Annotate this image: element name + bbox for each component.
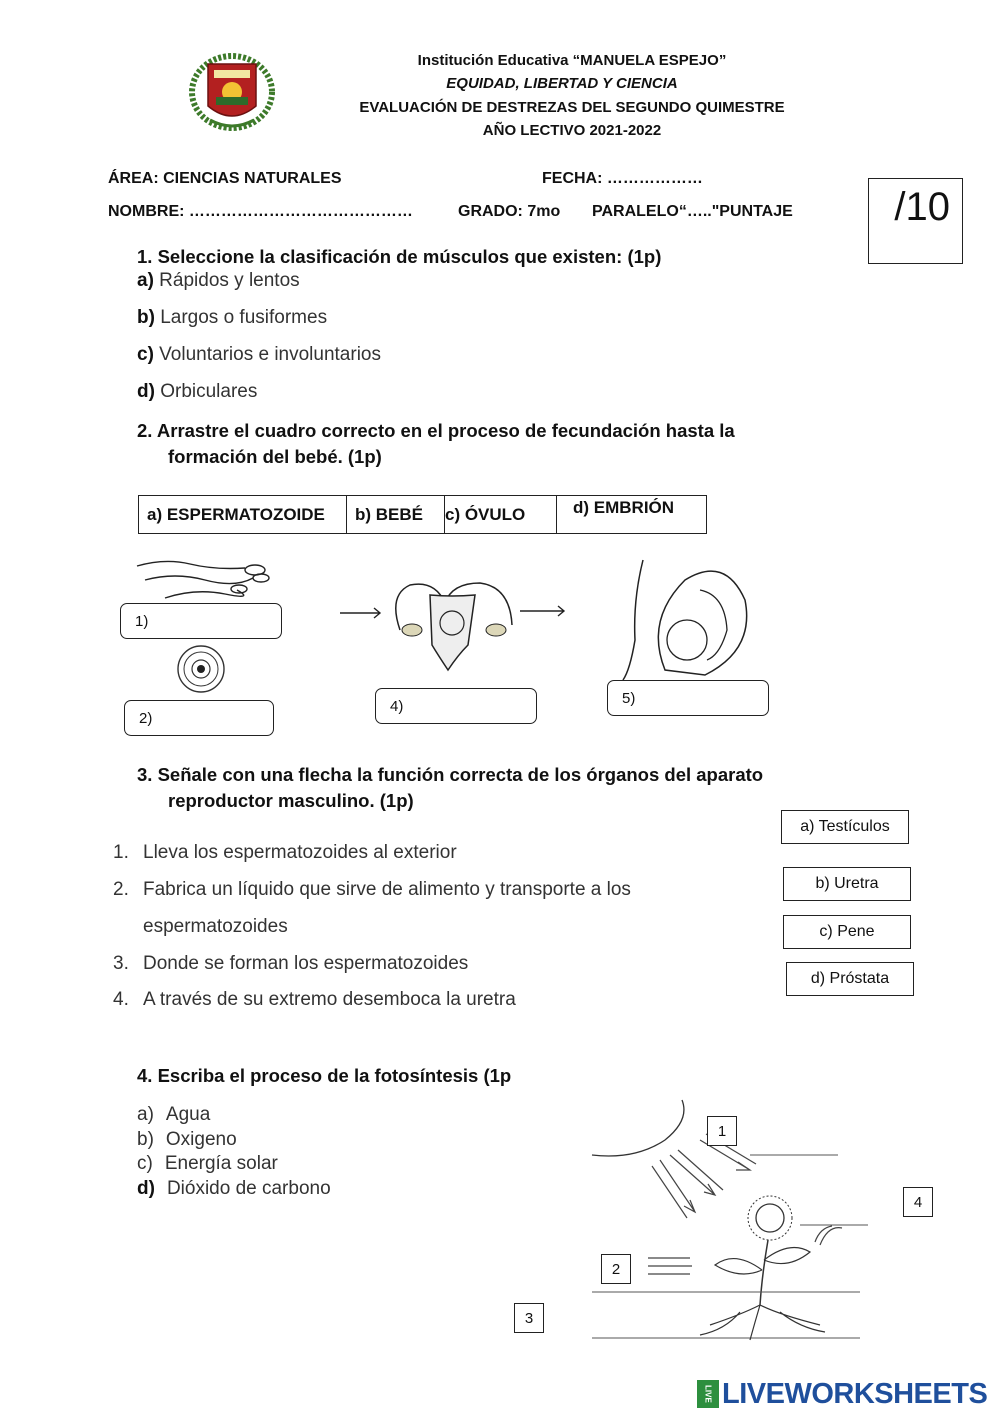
q3-item-3: 3. Donde se forman los espermatozoides (113, 953, 469, 974)
question-2-title-cont: formación del bebé. (1p) (168, 446, 382, 467)
slot-5[interactable]: 5) (607, 680, 769, 716)
q4-option-c: c) Energía solar (137, 1153, 278, 1174)
question-4-title: 4. Escriba el proceso de la fotosíntesis (1p (137, 1065, 512, 1086)
ovum-illustration (176, 644, 226, 694)
school-year: AÑO LECTIVO 2021-2022 (482, 122, 662, 139)
school-logo (186, 50, 278, 130)
choice-bebe[interactable]: b) BEBÉ (347, 496, 445, 533)
score-total: /10 (894, 185, 950, 229)
q1-option-c[interactable]: c) Voluntarios e involuntarios (137, 344, 381, 365)
q1-option-d[interactable]: d) Orbiculares (137, 381, 258, 402)
q4-option-a: a) Agua (137, 1104, 211, 1125)
slot-4[interactable]: 4) (375, 688, 537, 724)
slot-1[interactable]: 1) (120, 603, 282, 639)
q3-item-2: 2. Fabrica un líquido que sirve de alimento y transporte a los (113, 879, 631, 900)
choice-espermatozoide[interactable]: a) ESPERMATOZOIDE (139, 496, 347, 533)
parallel-score-label: PARALELO“….."PUNTAJE (592, 203, 793, 220)
grade-label: GRADO: 7mo (458, 203, 561, 220)
score-box (868, 178, 963, 264)
organ-uretra[interactable]: b) Uretra (783, 867, 911, 901)
subject-area: ÁREA: CIENCIAS NATURALES (108, 170, 342, 187)
q3-item-2-cont: espermatozoides (143, 916, 288, 937)
organ-prostata[interactable]: d) Próstata (786, 962, 914, 996)
fetus-illustration (615, 560, 755, 680)
institution-name: Institución Educativa “MANUELA ESPEJO” (417, 52, 727, 69)
date-field: FECHA: ……………… (542, 170, 703, 187)
q4-option-d: d) Dióxido de carbono (137, 1178, 331, 1199)
photosynthesis-slot-3[interactable]: 3 (514, 1303, 544, 1333)
choice-embrion[interactable]: d) EMBRIÓN (573, 498, 675, 517)
q1-option-a[interactable]: a) Rápidos y lentos (137, 270, 300, 291)
student-name-field: NOMBRE: …………………………………… (108, 203, 413, 220)
organ-testiculos[interactable]: a) Testículos (781, 810, 909, 844)
question-1-title: 1. Seleccione la clasificación de músculos que existen: (1p) (137, 246, 662, 267)
evaluation-title: EVALUACIÓN DE DESTREZAS DEL SEGUNDO QUIMESTRE (359, 99, 785, 116)
organ-pene[interactable]: c) Pene (783, 915, 911, 949)
question-3-title: 3. Señale con una flecha la función correcta de los órganos del aparato (137, 764, 764, 785)
photosynthesis-slot-4[interactable]: 4 (903, 1187, 933, 1217)
slot-2[interactable]: 2) (124, 700, 274, 736)
q2-choices-table (138, 495, 707, 534)
q1-option-b[interactable]: b) Largos o fusiformes (137, 307, 328, 328)
photosynthesis-slot-2[interactable]: 2 (601, 1254, 631, 1284)
liveworksheets-logo-badge: LIVE (697, 1380, 719, 1408)
question-2-title: 2. Arrastre el cuadro correcto en el proceso de fecundación hasta la (137, 420, 735, 441)
q3-item-1: 1. Lleva los espermatozoides al exterior (113, 842, 457, 863)
q4-option-b: b) Oxigeno (137, 1129, 237, 1150)
q3-item-4: 4. A través de su extremo desemboca la uretra (113, 989, 516, 1010)
choice-ovulo[interactable]: c) ÓVULO (445, 496, 557, 533)
photosynthesis-slot-1[interactable]: 1 (707, 1116, 737, 1146)
school-motto: EQUIDAD, LIBERTAD Y CIENCIA (446, 75, 678, 92)
sperm-illustration (135, 558, 270, 603)
question-3-title-cont: reproductor masculino. (1p) (168, 790, 414, 811)
uterus-illustration (340, 575, 570, 670)
liveworksheets-brand: LIVEWORKSHEETS (722, 1378, 988, 1410)
